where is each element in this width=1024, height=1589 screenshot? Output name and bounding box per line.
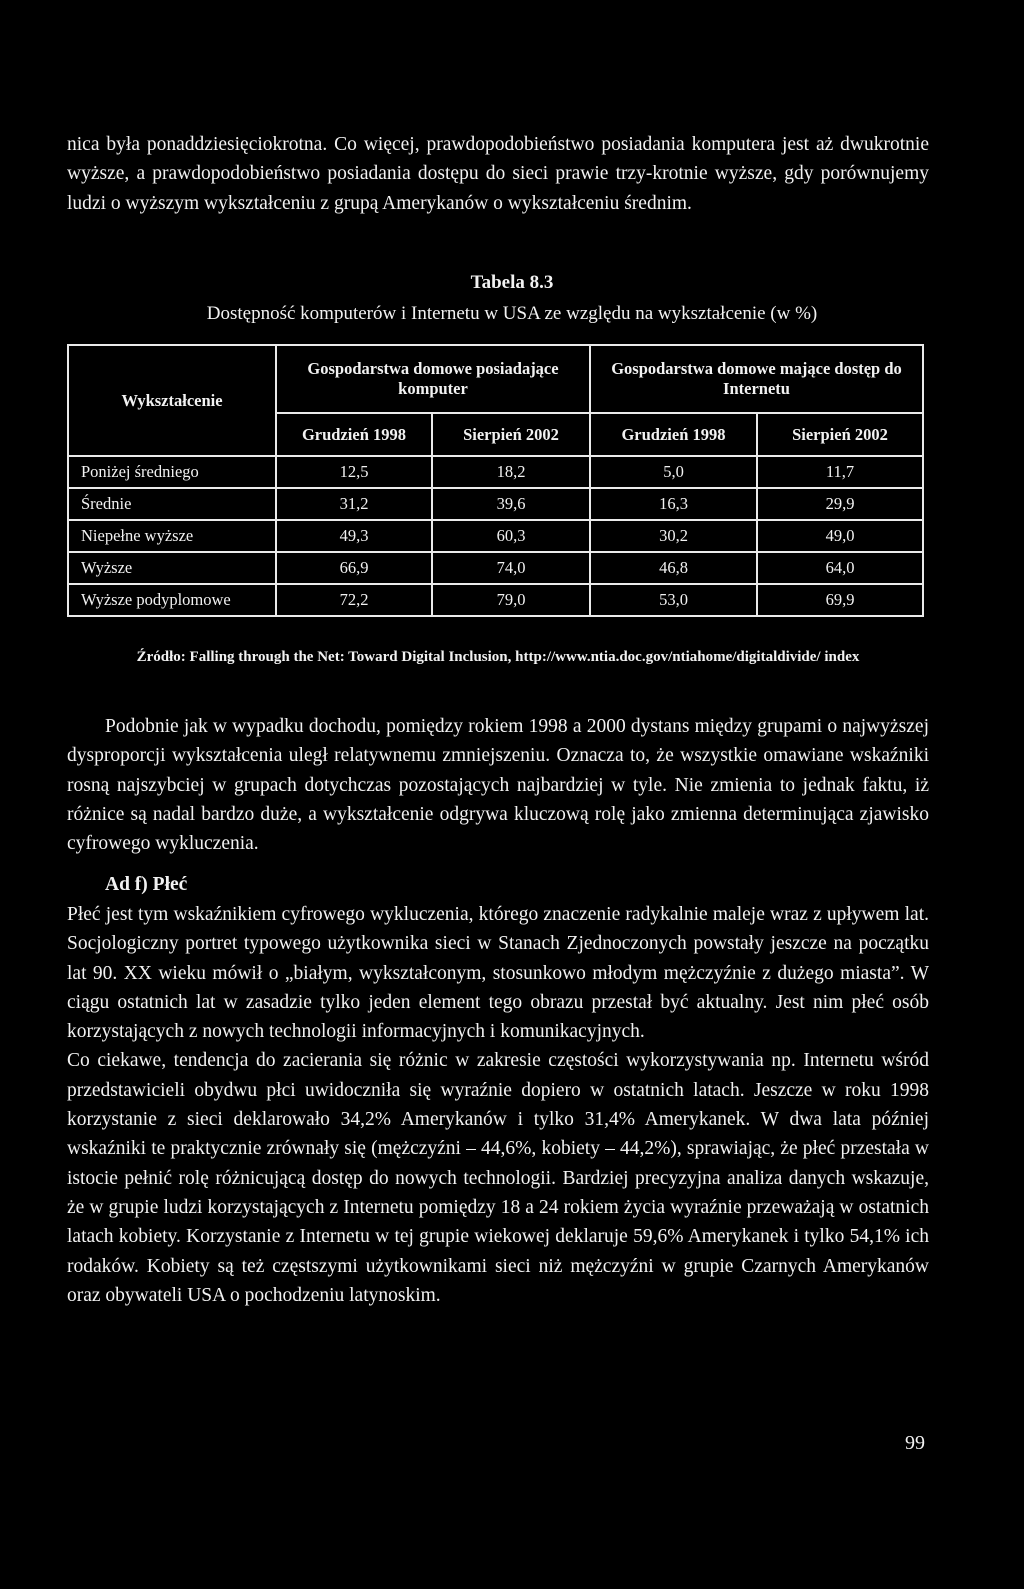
table-row <box>68 520 923 552</box>
row-label: Niepełne wyższe <box>68 520 276 552</box>
table-cell: 72,2 <box>276 584 432 616</box>
section-heading: Ad f) Płeć <box>105 874 188 895</box>
table-number: Tabela 8.3 <box>470 272 554 293</box>
table-cell: 39,6 <box>432 488 590 520</box>
table-row <box>68 488 923 520</box>
paragraph-4: Co ciekawe, tendencja do zacierania się różnic w zakresie częstości wykorzystywania np. Internetu wśród przedstawicieli obydwu płci uwidoczniła się wyraźnie dopiero w ostatnich latach. Jeszcze w roku 1998 korzystanie z sieci deklarowało 34,2% Amerykanów i tylko 31,4% Amerykanek. W dwa lata później wskaźniki te praktycznie zrównały się (mężczyźni – 44,6%, kobiety – 44,2%), sprawiając, że płeć przestała w istocie pełnić rolę różnicującą dostęp do nowych technologii. Bardziej precyzyjna analiza danych wskazuje, że w grupie ludzi korzystających z Internetu pomiędzy 18 a 24 rokiem życia wyraźnie przeważają w ostatnich latach kobiety. Korzystanie z Internetu w tej grupie wiekowej deklaruje 59,6% Amerykanek i tylko 54,1% ich rodaków. Kobiety są też częstszymi użytkownikami sieci niż mężczyźni w grupie Czarnych Amerykanów oraz obywateli USA o pochodzeniu latynoskim. <box>67 1050 929 1306</box>
intro-paragraph: nica była ponaddziesięciokrotna. Co więcej, prawdopodobieństwo posiadania komputera jest aż dwukrotnie wyższe, a prawdopodobieństwo posiadania dostępu do sieci prawie trzy-krotnie wyższe, gdy porównujemy ludzi o wyższym wykształceniu z grupą Amerykanów o wykształceniu średnim. <box>67 134 929 214</box>
table-cell: 66,9 <box>276 552 432 584</box>
table-cell: 69,9 <box>757 584 923 616</box>
table-row <box>68 584 923 616</box>
subheader-cell: Grudzień 1998 <box>276 413 432 456</box>
row-label: Poniżej średniego <box>68 456 276 488</box>
table-cell: 30,2 <box>590 520 757 552</box>
paragraph-2: Podobnie jak w wypadku dochodu, pomiędzy rokiem 1998 a 2000 dystans między grupami o najwyższej dysproporcji wykształcenia uległ relatywnemu zmniejszeniu. Oznacza to, że wszystkie omawiane wskaźniki rosną najszybciej w grupach dotychczas pozostających najbardziej w tyle. Nie zmienia to jednak faktu, iż różnice są nadal bardzo duże, a wykształcenie odgrywa kluczową rolę jako zmienna determinująca zjawisko cyfrowego wykluczenia. <box>67 716 929 855</box>
page-number: 99 <box>905 1432 925 1454</box>
paragraph-3: Płeć jest tym wskaźnikiem cyfrowego wykluczenia, którego znaczenie radykalnie maleje wraz z upływem lat. Socjologiczny portret typowego użytkownika sieci w Stanach Zjednoczonych powstały jeszcze na początku lat 90. XX wieku mówił o „białym, wykształconym, stosunkowo młodym mężczyźnie z dużego miasta”. W ciągu ostatnich lat w zasadzie tylko jeden element tego obrazu przestał być aktualny. Jest nim płeć osób korzystających z nowych technologii informacyjnych i komunikacyjnych. <box>67 904 929 1043</box>
row-label: Średnie <box>68 488 276 520</box>
table-row <box>68 552 923 584</box>
header-computer-group: Gospodarstwa domowe posiadające komputer <box>276 345 590 413</box>
table-title: Dostępność komputerów i Internetu w USA ze względu na wykształcenie (w %) <box>206 303 818 324</box>
table-cell: 74,0 <box>432 552 590 584</box>
table-cell: 31,2 <box>276 488 432 520</box>
table-cell: 12,5 <box>276 456 432 488</box>
table-cell: 79,0 <box>432 584 590 616</box>
row-label: Wyższe podyplomowe <box>68 584 276 616</box>
header-internet-group: Gospodarstwa domowe mające dostęp do Internetu <box>590 345 923 413</box>
table-cell: 46,8 <box>590 552 757 584</box>
table-row <box>68 456 923 488</box>
row-label: Wyższe <box>68 552 276 584</box>
table-cell: 49,0 <box>757 520 923 552</box>
education-table <box>67 344 924 617</box>
table-cell: 64,0 <box>757 552 923 584</box>
table-source: Źródło: Falling through the Net: Toward Digital Inclusion, http://www.ntia.doc.gov/ntiahome/digitaldivide/ index <box>136 649 860 665</box>
table-cell: 49,3 <box>276 520 432 552</box>
table-cell: 29,9 <box>757 488 923 520</box>
header-education: Wykształcenie <box>68 345 276 456</box>
section-body <box>67 900 929 1310</box>
table-cell: 5,0 <box>590 456 757 488</box>
subheader-cell: Sierpień 2002 <box>432 413 590 456</box>
table-cell: 11,7 <box>757 456 923 488</box>
table-cell: 16,3 <box>590 488 757 520</box>
table-cell: 53,0 <box>590 584 757 616</box>
table-cell: 60,3 <box>432 520 590 552</box>
subheader-cell: Grudzień 1998 <box>590 413 757 456</box>
table-cell: 18,2 <box>432 456 590 488</box>
subheader-cell: Sierpień 2002 <box>757 413 923 456</box>
